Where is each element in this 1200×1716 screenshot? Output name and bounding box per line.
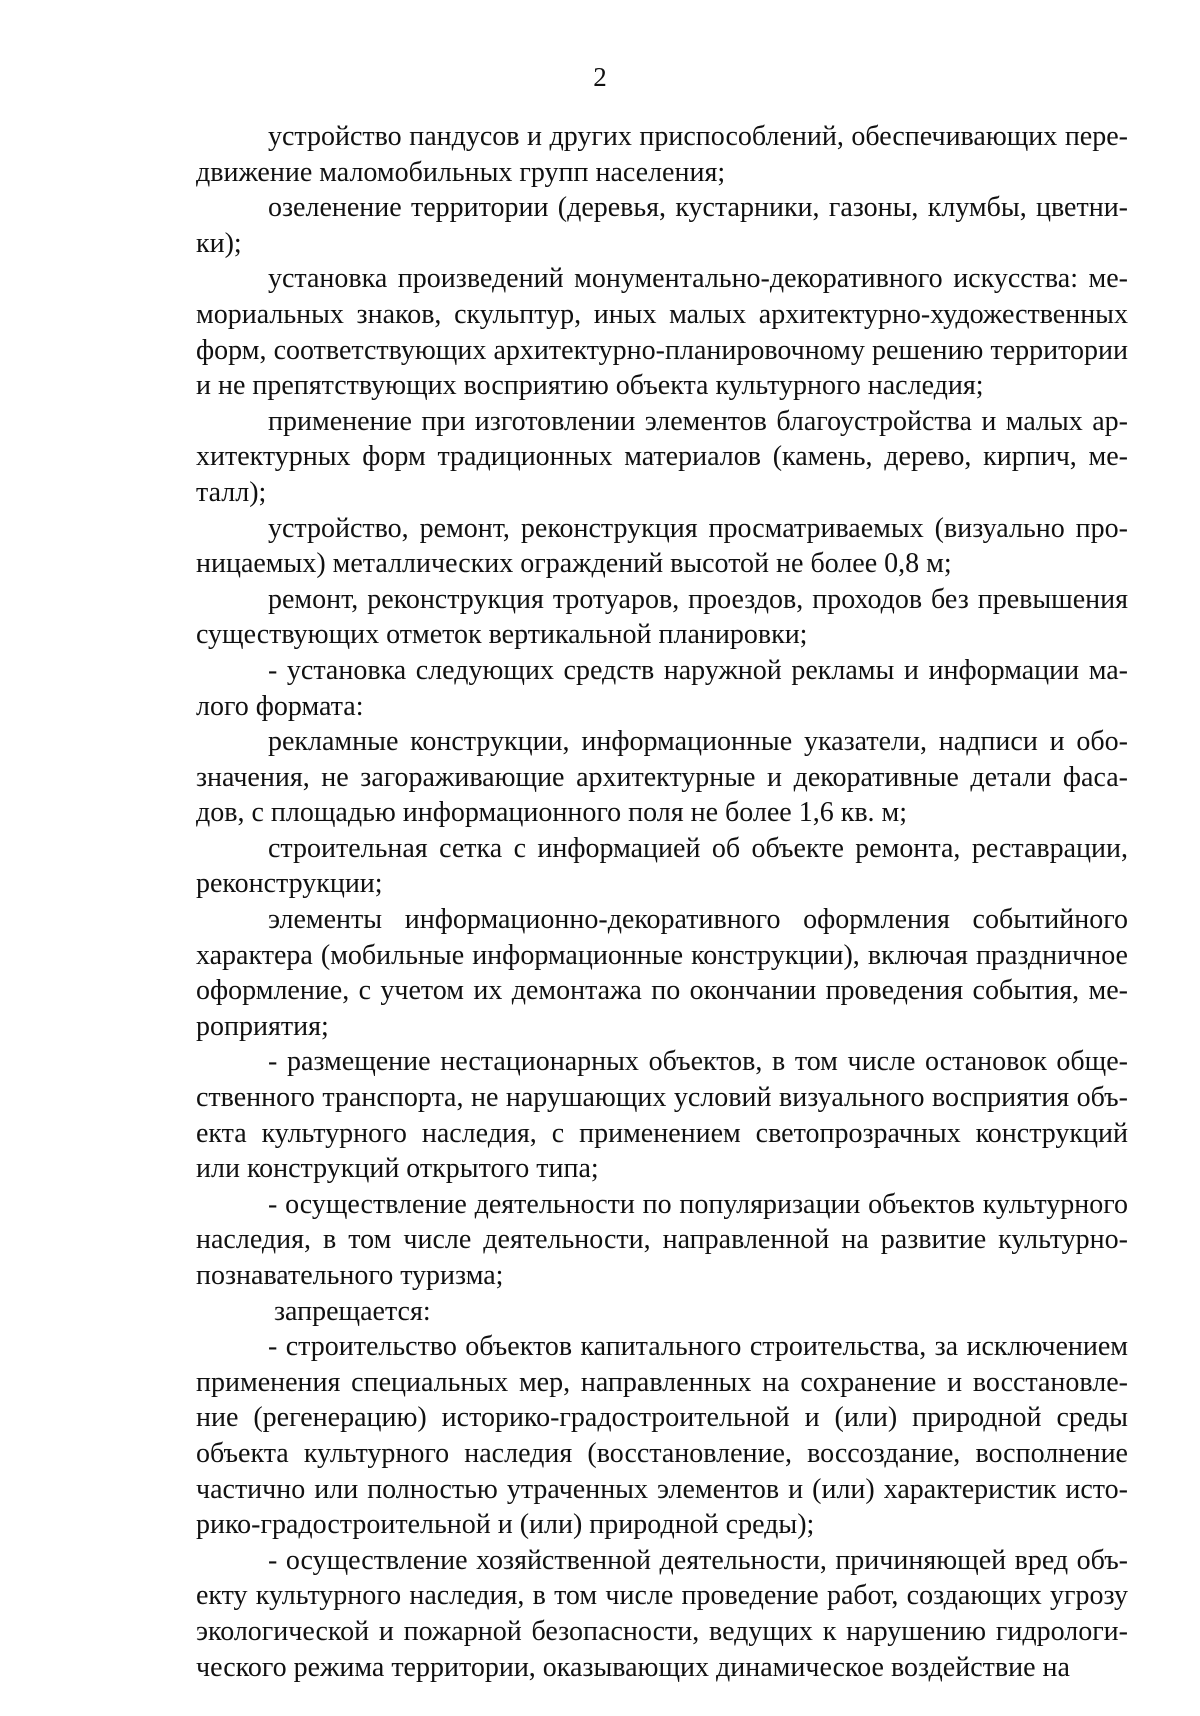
paragraph: элементы информационно-декоративного оформления событийного характера (мобильные информационные конструкции), включая праздничное оформление, с учетом их демонтажа по окончании проведения события, мероприятия; bbox=[196, 904, 1128, 1042]
paragraph: строительная сетка с информацией об объекте ремонта, реставрации, реконструкции; bbox=[196, 832, 1128, 900]
paragraph: - размещение нестационарных объектов, в том числе остановок общественного транспорта, не нарушающих условий визуального восприятия объекта культурного наследия, с применением светопрозрачных конструкций или конструкций открытого типа; bbox=[196, 1046, 1128, 1185]
paragraph: - осуществление деятельности по популяризации объектов культурного наследия, в том числе деятельности, направленной на развитие культурно-познавательного туризма; bbox=[196, 1188, 1128, 1291]
paragraph: - строительство объектов капитального строительства, за исключением применения специальных мер, направленных на сохранение и восстановление (регенерацию) историко-градостроительной и (или) природной среды объекта культурного наследия (восстановление, воссоздание, восполнение частично или полностью утраченных элементов и (или) характеристик историко-градостроительной и (или) природной среды); bbox=[196, 1331, 1128, 1541]
paragraph: - осуществление хозяйственной деятельности, причиняющей вред объекту культурного наследия, в том числе проведение работ, создающих угрозу экологической и пожарной безопасности, ведущих к нарушению гидрологического режима территории, оказывающих динамическое воздействие на bbox=[196, 1544, 1128, 1683]
paragraph: ремонт, реконструкция тротуаров, проездов, проходов без превышения существующих отметок вертикальной планировки; bbox=[196, 583, 1128, 651]
paragraph: устройство, ремонт, реконструкция просматриваемых (визуально проницаемых) металлических ограждений высотой не более 0,8 м; bbox=[196, 512, 1128, 580]
paragraph: установка произведений монументально-декоративного искусства: мемориальных знаков, скульптур, иных малых архитектурно-художественных форм, соответствующих архитектурно-планировочному решению территории и не препятствующих восприятию объекта культурного наследия; bbox=[196, 263, 1128, 402]
document-body bbox=[196, 119, 1128, 1685]
paragraph: рекламные конструкции, информационные указатели, надписи и обозначения, не загораживающие архитектурные и декоративные детали фасадов, с площадью информационного поля не более 1,6 кв. м; bbox=[196, 726, 1128, 829]
page-number: 2 bbox=[593, 62, 607, 92]
paragraph: применение при изготовлении элементов благоустройства и малых архитектурных форм традиционных материалов (камень, дерево, кирпич, металл); bbox=[196, 405, 1128, 508]
paragraph: - установка следующих средств наружной рекламы и информации малого формата: bbox=[196, 654, 1128, 722]
paragraph: устройство пандусов и других приспособлений, обеспечивающих передвижение маломобильных групп населения; bbox=[196, 121, 1128, 188]
section-heading-prohibited: запрещается: bbox=[274, 1295, 431, 1327]
paragraph: озеленение территории (деревья, кустарники, газоны, клумбы, цветники); bbox=[196, 192, 1128, 259]
